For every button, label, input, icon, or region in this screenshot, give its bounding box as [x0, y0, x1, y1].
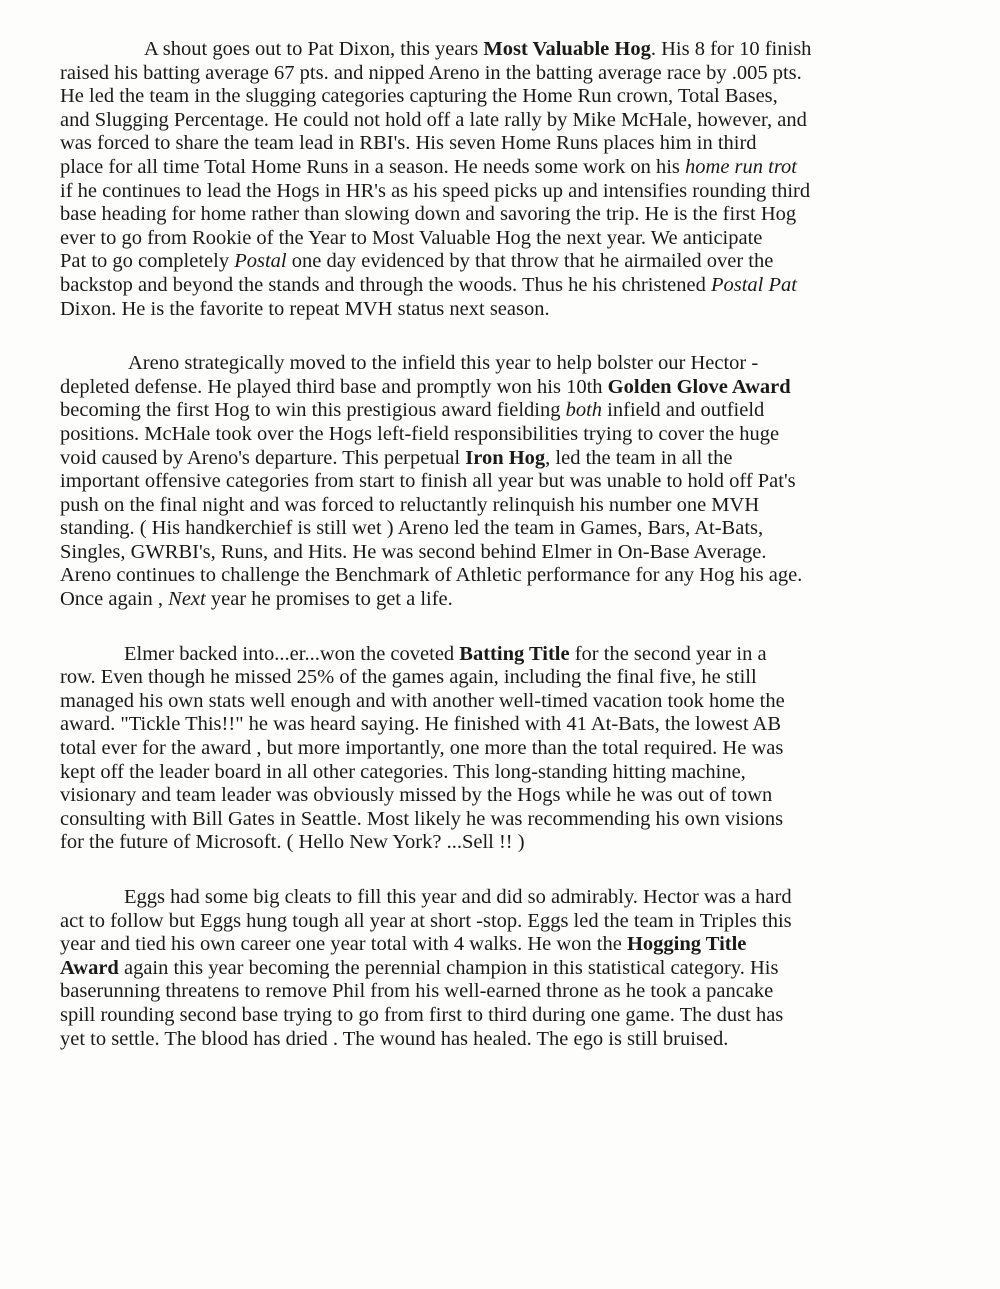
text-segment: total ever for the award , but more importantly, one more than the total required. He was [60, 737, 784, 760]
text-segment: void caused by Areno's departure. This perpetual [60, 446, 466, 469]
text-line [60, 250, 954, 274]
text-segment: important offensive categories from start to finish all year but was unable to hold off Pat's [60, 470, 796, 493]
text-segment: Dixon. He is the favorite to repeat MVH status next season. [60, 297, 550, 320]
text-line [60, 831, 954, 855]
text-line [60, 274, 954, 298]
text-segment: Singles, GWRBI's, Runs, and Hits. He was second behind Elmer in On-Base Average. [60, 540, 767, 563]
paragraph-areno [60, 352, 954, 612]
text-segment: Pat to go completely [60, 250, 235, 273]
italic-text: Postal Pat [710, 273, 797, 296]
bold-award-text: Batting Title [459, 642, 570, 665]
text-segment: visionary and team leader was obviously missed by the Hogs while he was out of town [60, 784, 773, 807]
text-line [60, 227, 954, 251]
text-line [60, 352, 954, 376]
text-segment: depleted defense. He played third base and promptly won his 10th [60, 375, 608, 398]
text-line [60, 784, 954, 808]
text-line [60, 376, 954, 400]
text-segment: managed his own stats well enough and with another well-timed vacation took home the [60, 689, 785, 712]
text-segment: standing. ( His handkerchief is still wet ) Areno led the team in Games, Bars, At-Bats, [60, 517, 764, 540]
text-segment: Areno continues to challenge the Benchmark of Athletic performance for any Hog his age. [60, 564, 803, 587]
bold-award-text: Golden Glove Award [607, 375, 791, 398]
text-segment: ever to go from Rookie of the Year to Most Valuable Hog the next year. We anticipate [60, 226, 763, 249]
text-line [60, 423, 954, 447]
text-segment: was forced to share the team lead in RBI's. His seven Home Runs places him in third [60, 132, 757, 155]
text-segment: positions. McHale took over the Hogs left-field responsibilities trying to cover the huge [60, 422, 780, 445]
text-segment: He led the team in the slugging categories capturing the Home Run crown, Total Bases, [60, 85, 778, 108]
text-line [60, 203, 954, 227]
text-segment: Once again , [60, 588, 169, 611]
text-segment: baserunning threatens to remove Phil from his well-earned throne as he took a pancake [60, 980, 774, 1003]
text-segment: award. "Tickle This!!" he was heard saying. He finished with 41 At-Bats, the lowest AB [60, 713, 782, 736]
text-segment: place for all time Total Home Runs in a season. He needs some work on his [60, 155, 686, 178]
text-line [60, 132, 954, 156]
bold-award-text: Hogging Title [626, 933, 747, 956]
text-line [60, 399, 954, 423]
text-line [60, 1004, 954, 1028]
text-line [60, 910, 954, 934]
text-segment: . His 8 for 10 finish [650, 38, 812, 60]
text-line [60, 957, 954, 981]
text-segment: raised his batting average 67 pts. and nipped Areno in the batting average race by .005 pts. [60, 61, 802, 84]
text-line [60, 447, 954, 471]
text-segment: Areno strategically moved to the infield this year to help bolster our Hector - [128, 352, 759, 375]
text-line [60, 886, 954, 910]
paragraph-pat-dixon [60, 38, 954, 321]
italic-text: both [565, 399, 603, 422]
document-body [60, 38, 954, 1051]
text-segment: becoming the first Hog to win this prestigious award fielding [60, 399, 566, 422]
text-segment: for the second year in a [569, 642, 767, 665]
text-segment: spill rounding second base trying to go from first to third during one game. The dust has [60, 1003, 784, 1026]
text-segment: consulting with Bill Gates in Seattle. Most likely he was recommending his own visions [60, 807, 784, 830]
text-line [60, 517, 954, 541]
text-line [60, 690, 954, 714]
text-segment: yet to settle. The blood has dried . The wound has healed. The ego is still bruised. [60, 1027, 729, 1050]
text-line [60, 109, 954, 133]
text-segment: A shout goes out to Pat Dixon, this years [144, 38, 484, 60]
text-line [60, 713, 954, 737]
text-line [60, 494, 954, 518]
text-segment: infield and outfield [602, 399, 765, 422]
text-segment: kept off the leader board in all other categories. This long-standing hitting machine, [60, 760, 746, 783]
text-line [60, 808, 954, 832]
text-line [60, 62, 954, 86]
text-line [60, 980, 954, 1004]
text-line [60, 588, 954, 612]
paragraph-eggs [60, 886, 954, 1051]
text-line [60, 564, 954, 588]
text-segment: Eggs had some big cleats to fill this year and did so admirably. Hector was a hard [124, 886, 792, 908]
text-line [60, 643, 954, 667]
text-segment: again this year becoming the perennial champion in this statistical category. His [118, 956, 779, 979]
text-line [60, 470, 954, 494]
text-line [60, 85, 954, 109]
text-line [60, 180, 954, 204]
text-segment: for the future of Microsoft. ( Hello New York? ...Sell !! ) [60, 831, 525, 854]
text-segment: row. Even though he missed 25% of the games again, including the final five, he still [60, 666, 757, 689]
italic-text: Next [168, 588, 206, 611]
text-segment: if he continues to lead the Hogs in HR's as his speed picks up and intensifies rounding third [60, 179, 811, 202]
text-line [60, 761, 954, 785]
text-line [60, 156, 954, 180]
text-segment: push on the final night and was forced to reluctantly relinquish his number one MVH [60, 493, 760, 516]
text-segment: Elmer backed into...er...won the coveted [124, 642, 460, 665]
text-segment: one day evidenced by that throw that he airmailed over the [286, 250, 774, 273]
text-line [60, 666, 954, 690]
text-line [60, 541, 954, 565]
text-segment: year and tied his own career one year total with 4 walks. He won the [60, 933, 627, 956]
text-segment: act to follow but Eggs hung tough all year at short -stop. Eggs led the team in Triples this [60, 909, 792, 932]
text-segment: backstop and beyond the stands and through the woods. Thus he his christened [60, 273, 711, 296]
bold-award-text: Iron Hog [465, 446, 546, 469]
text-line [60, 933, 954, 957]
italic-text: home run trot [685, 155, 798, 178]
text-segment: year he promises to get a life. [205, 588, 453, 611]
text-segment: base heading for home rather than slowing down and savoring the trip. He is the first Hog [60, 203, 797, 226]
bold-award-text: Award [60, 956, 119, 979]
bold-award-text: Most Valuable Hog [483, 38, 651, 60]
paragraph-elmer [60, 643, 954, 855]
text-line [60, 737, 954, 761]
text-line [60, 1028, 954, 1052]
text-segment: , led the team in all the [545, 446, 733, 469]
text-segment: and Slugging Percentage. He could not hold off a late rally by Mike McHale, however, and [60, 108, 807, 131]
text-line [60, 38, 954, 62]
text-line [60, 298, 954, 322]
italic-text: Postal [234, 250, 287, 273]
